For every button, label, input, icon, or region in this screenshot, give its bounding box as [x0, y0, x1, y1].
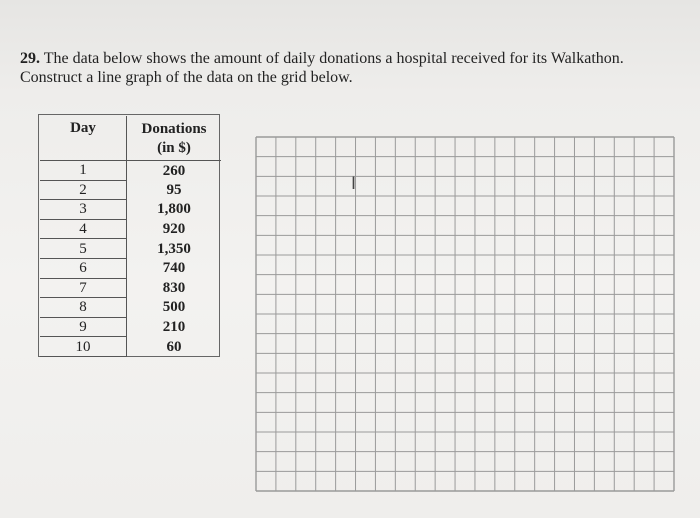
- graph-grid[interactable]: [255, 136, 675, 492]
- donations-table-body: [40, 161, 221, 357]
- question-number: 29.: [20, 50, 40, 67]
- table-row: [40, 180, 221, 200]
- table-row: [40, 239, 221, 259]
- day-cell: 5: [40, 239, 127, 259]
- donations-cell: 920: [162, 221, 186, 238]
- day-cell: 9: [40, 317, 127, 337]
- table-row: [40, 298, 221, 318]
- table-row: [40, 219, 221, 239]
- donations-cell: 260: [162, 162, 186, 179]
- day-cell: 3: [40, 200, 127, 220]
- day-cell: 7: [40, 278, 127, 298]
- donations-table: [40, 116, 221, 357]
- question-body: The data below shows the amount of daily donations a hospital received for its Walkathon. Construct a line graph of the data on the grid below.: [20, 50, 624, 86]
- donations-cell: 1,350: [157, 240, 191, 257]
- donations-cell: 830: [162, 279, 186, 296]
- donations-cell: 500: [162, 299, 186, 316]
- table-row: [40, 258, 221, 278]
- table-row: [40, 161, 221, 181]
- graph-grid-lines: [255, 136, 675, 492]
- donations-cell: 210: [162, 319, 186, 336]
- donations-cell: 1,800: [157, 201, 191, 218]
- day-cell: 6: [40, 258, 127, 278]
- day-cell: 4: [40, 219, 127, 239]
- day-cell: 2: [40, 180, 127, 200]
- table-row: [40, 337, 221, 357]
- donations-cell: 740: [162, 260, 186, 277]
- text-cursor-icon: I: [351, 174, 357, 194]
- day-column-header: Day: [40, 116, 127, 161]
- table-row: [40, 317, 221, 337]
- day-cell: 1: [40, 161, 127, 181]
- day-cell: 10: [40, 337, 127, 357]
- table-row: [40, 200, 221, 220]
- donations-header-line1: Donations: [141, 121, 207, 137]
- donations-cell: 60: [166, 338, 182, 355]
- day-cell: 8: [40, 298, 127, 318]
- donations-column-header: [127, 116, 222, 161]
- question-text: [20, 49, 680, 87]
- donations-header-line2: (in $): [157, 140, 191, 156]
- table-row: [40, 278, 221, 298]
- donations-cell: 95: [166, 181, 182, 198]
